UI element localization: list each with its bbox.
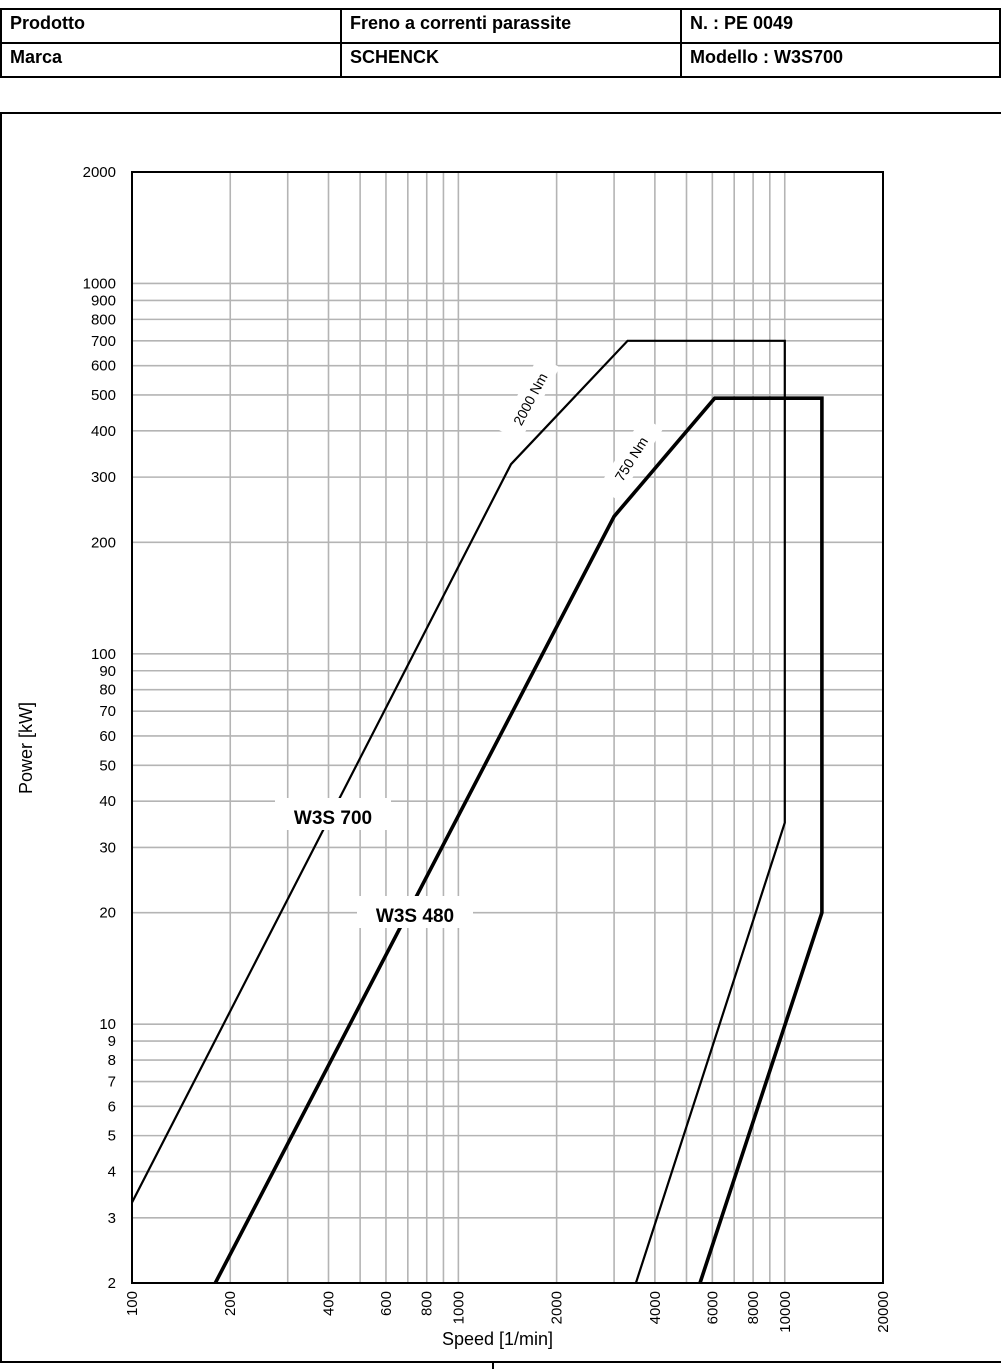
- torque-label: 750 Nm: [611, 433, 652, 484]
- x-tick-label: 600: [377, 1291, 395, 1317]
- brand-label: Marca: [1, 43, 341, 77]
- y-tick-label: 3: [107, 1209, 116, 1227]
- y-tick-label: 7: [107, 1073, 116, 1091]
- y-tick-label: 500: [90, 386, 116, 404]
- y-tick-label: 4: [107, 1163, 116, 1181]
- x-tick-label: 8000: [745, 1291, 763, 1325]
- y-tick-label: 100: [90, 645, 116, 663]
- x-tick-label: 10000: [776, 1291, 794, 1333]
- y-tick-label: 1000: [82, 275, 116, 293]
- chart-series: [132, 341, 822, 1283]
- y-tick-label: 10: [99, 1016, 116, 1034]
- brand-value: SCHENCK: [341, 43, 681, 77]
- series-labels: [275, 356, 663, 928]
- series-label: W3S 480: [375, 906, 455, 927]
- y-tick-label: 20: [99, 904, 116, 922]
- series-label: W3S 700: [293, 808, 373, 829]
- y-tick-label: 90: [99, 662, 116, 680]
- x-tick-label: 4000: [646, 1291, 664, 1325]
- y-tick-label: 60: [99, 727, 116, 745]
- series-envelope-2: [215, 398, 822, 1283]
- y-tick-label: 40: [99, 793, 116, 811]
- y-tick-label: 400: [90, 422, 116, 440]
- x-axis-label: Speed [1/min]: [441, 1329, 554, 1349]
- x-tick-labels: [124, 1291, 892, 1333]
- product-value: Freno a correnti parassite: [341, 9, 681, 43]
- x-tick-label: 200: [222, 1291, 240, 1317]
- x-tick-label: 1000: [450, 1291, 468, 1325]
- y-tick-label: 300: [90, 469, 116, 487]
- y-tick-label: 600: [90, 357, 116, 375]
- y-tick-label: 9: [107, 1033, 116, 1051]
- y-tick-label: 70: [99, 703, 116, 721]
- y-tick-label: 50: [99, 757, 116, 775]
- y-tick-labels: [83, 164, 116, 1292]
- x-tick-label: 20000: [875, 1291, 892, 1333]
- x-tick-label: 100: [124, 1291, 141, 1317]
- y-tick-label: 6: [107, 1098, 116, 1116]
- y-tick-label: 30: [99, 839, 116, 857]
- y-tick-label: 200: [90, 534, 116, 552]
- y-tick-label: 800: [90, 311, 116, 329]
- y-tick-label: 700: [90, 332, 116, 350]
- product-label: Prodotto: [1, 9, 341, 43]
- x-tick-label: 400: [320, 1291, 338, 1317]
- torque-label: 2000 Nm: [509, 370, 551, 428]
- y-tick-label: 2: [107, 1275, 116, 1292]
- y-tick-label: 2000: [82, 164, 116, 181]
- document-number: N. : PE 0049: [681, 9, 1000, 43]
- x-tick-label: 6000: [704, 1291, 722, 1325]
- y-tick-label: 80: [99, 681, 116, 699]
- y-tick-label: 900: [90, 292, 116, 310]
- model-value: Modello : W3S700: [681, 43, 1000, 77]
- x-tick-label: 2000: [548, 1291, 566, 1325]
- x-tick-label: 800: [418, 1291, 436, 1317]
- y-tick-label: 5: [107, 1127, 116, 1145]
- chart-grid: [132, 172, 883, 1283]
- y-axis-label: Power [kW]: [16, 701, 36, 795]
- y-tick-label: 8: [107, 1052, 116, 1070]
